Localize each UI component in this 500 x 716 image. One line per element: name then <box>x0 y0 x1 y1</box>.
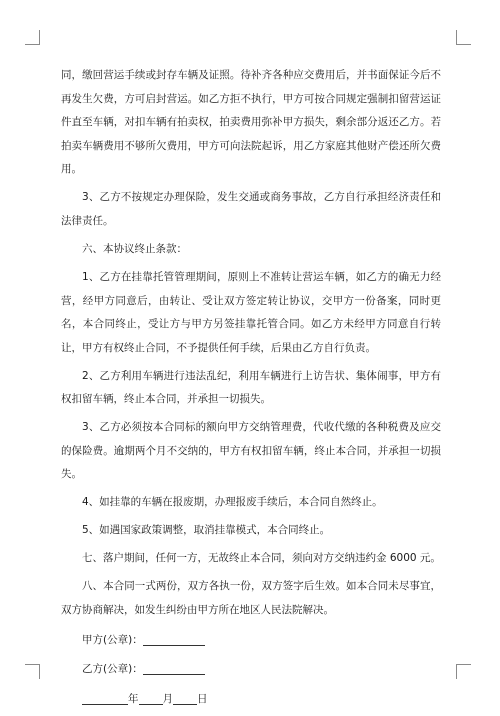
party-b-signature-line <box>61 658 441 682</box>
paragraph-section-7: 七、落户期间，任何一方，无故终止本合同，须向对方交纳违约金 6000 元。 <box>82 552 441 565</box>
date-line <box>61 688 441 712</box>
paragraph-clause-6-2: 2、乙方利用车辆进行违法乱纪，利用车辆进行上访告状、集体闹事，甲方有权扣留车辆，终止本合同，并承担一切损失。 <box>61 369 441 406</box>
year-blank[interactable] <box>82 690 128 705</box>
party-a-blank[interactable] <box>143 631 205 646</box>
month-label: 月 <box>162 692 173 705</box>
day-blank[interactable] <box>173 690 197 705</box>
party-a-label: 甲方(公章)： <box>82 633 143 646</box>
party-a-signature-line <box>61 629 441 653</box>
section-heading-termination: 六、本协议终止条款： <box>82 242 187 255</box>
party-b-label: 乙方(公章)： <box>82 663 143 676</box>
paragraph-clause-5-3: 3、乙方不按规定办理保险，发生交通或商务事故，乙方自行承担经济责任和法律责任。 <box>61 191 441 227</box>
paragraph-clause-6-3: 3、乙方必须按本合同标的额向甲方交纳管理费，代收代缴的各种税费及应交的保险费。逾期两个月不交纳的，甲方有权扣留车辆，终止本合同，并承担一切损失。 <box>61 421 441 481</box>
year-label: 年 <box>128 692 139 705</box>
crop-mark-bottom-left <box>25 664 40 679</box>
paragraph-continuation: 同，缴回营运手续或封存车辆及证照。待补齐各种应交费用后，并书面保证今后不再发生欠费，方可启封营运。如乙方拒不执行，甲方可按合同规定强制扣留营运证件直至车辆，对扣车辆有拍卖权，拍卖费用弥补甲方损失，剩余部分返还乙方。若拍卖车辆费用不够所欠费用，甲方可向法院起诉，用乙方家庭其他财产偿还所欠费用。 <box>61 69 441 176</box>
crop-mark-top-right <box>456 30 471 45</box>
paragraph-clause-6-1: 1、乙方在挂靠托管管理期间，原则上不准转让营运车辆，如乙方的确无力经营，经甲方同意后，由转让、受让双方签定转让协议，交甲方一份备案，同时更名，本合同终止，受让方与甲方另签挂靠托管合同。如乙方未经甲方同意自行转让，甲方有权终止合同，不予提供任何手续，后果由乙方自行负责。 <box>61 270 441 354</box>
paragraph-clause-6-5: 5、如遇国家政策调整，取消挂靠模式，本合同终止。 <box>82 524 331 537</box>
crop-mark-top-left <box>25 30 40 45</box>
paragraph-clause-6-4: 4、如挂靠的车辆在报废期，办理报废手续后，本合同自然终止。 <box>82 496 383 509</box>
paragraph-section-8: 八、本合同一式两份，双方各执一份，双方签字后生效。如本合同未尽事宜，双方协商解决，如发生纠纷由甲方所在地区人民法院解决。 <box>61 580 441 616</box>
crop-mark-bottom-right <box>456 664 471 679</box>
month-blank[interactable] <box>139 690 163 705</box>
day-label: 日 <box>197 692 208 705</box>
document-body <box>61 64 441 716</box>
party-b-blank[interactable] <box>143 660 205 675</box>
